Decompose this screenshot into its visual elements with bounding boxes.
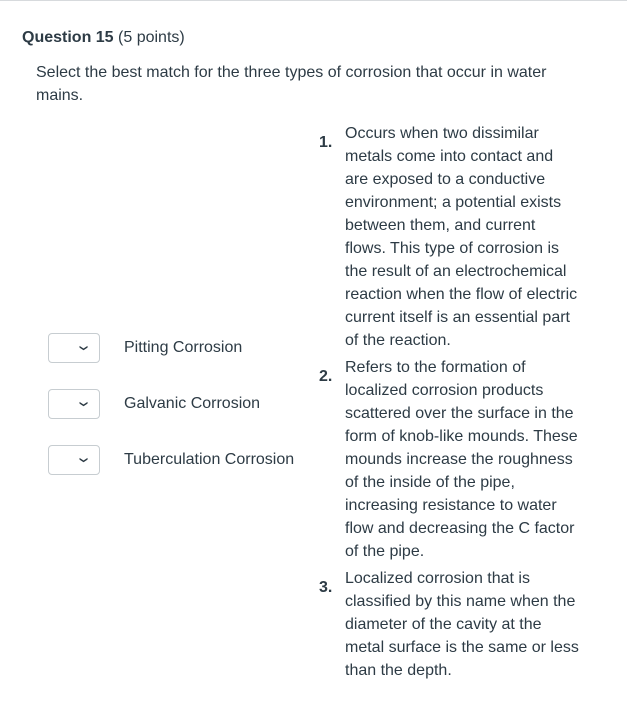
chevron-down-icon: ❯ [78,400,88,408]
chevron-down-icon: ❯ [78,344,88,352]
match-row [48,388,260,420]
question-points: (5 points) [118,29,185,46]
answer-text: Occurs when two dissimilar metals come into contact and are exposed to a conductive environment; a potential exists between them, and current flows. This type of corrosion is the result of an electrochemical reaction when the flow of electric current itself is an essential part of the reaction. [345,125,578,349]
match-select[interactable] [48,445,100,475]
match-label: Pitting Corrosion [124,339,243,356]
answer-item [319,356,579,563]
chevron-down-icon: ❯ [78,456,88,464]
answer-number: 2. [319,368,333,385]
answer-number: 1. [319,134,333,151]
question-prompt: Select the best match for the three types of corrosion that occur in water mains. [36,64,547,104]
answer-item [319,122,579,352]
match-row [48,332,242,364]
top-divider [0,0,627,1]
match-select[interactable] [48,389,100,419]
match-label: Galvanic Corrosion [124,395,261,412]
answer-text: Localized corrosion that is classified by this name when the diameter of the cavity at the metal surface is the same or less than the depth. [345,570,579,679]
question-header [22,28,185,48]
answer-text: Refers to the formation of localized corrosion products scattered over the surface in the form of knob-like mounds. These mounds increase the roughness of the inside of the pipe, increasing resistance to water flow and decreasing the C factor of the pipe. [345,359,578,560]
match-row [48,444,294,476]
match-label: Tuberculation Corrosion [124,451,295,468]
match-select[interactable] [48,333,100,363]
answer-list [319,122,579,682]
answer-item [319,567,579,682]
answer-number: 3. [319,579,333,596]
question-title: Question 15 [22,29,114,46]
